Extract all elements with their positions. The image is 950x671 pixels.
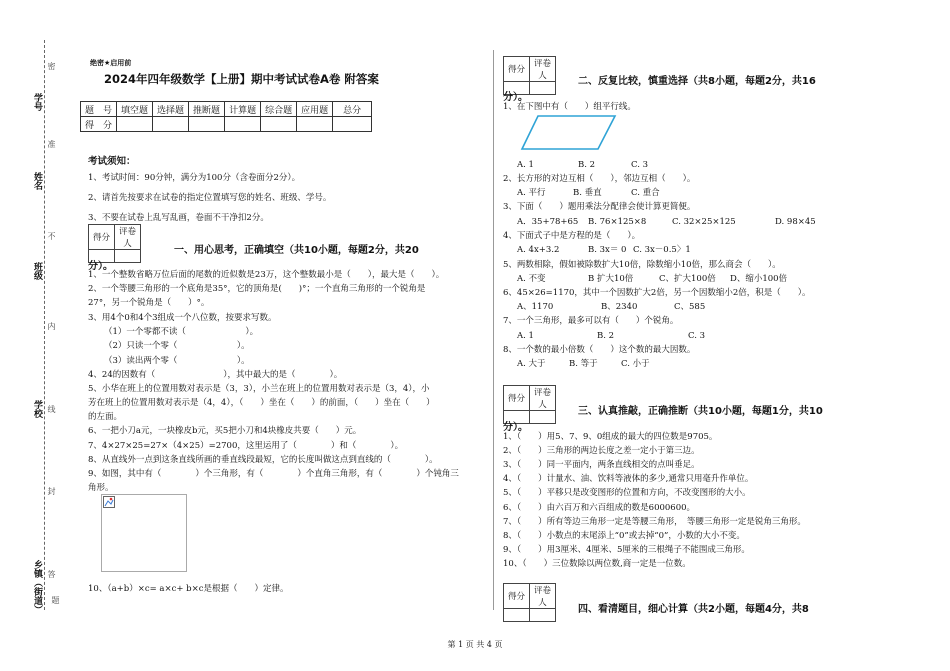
- grader-reviewer-cell[interactable]: [115, 250, 141, 263]
- s2-option: C. 小于: [621, 359, 650, 369]
- gutter-mark: 内: [47, 322, 56, 330]
- s1-line: 角形。: [88, 483, 114, 493]
- s2-option: A．35+78+65: [517, 217, 579, 227]
- page-title: 2024年四年级数学【上册】期中考试试卷A卷 附答案: [104, 72, 379, 86]
- s2-option: C、扩大100倍: [659, 274, 716, 284]
- s2-q8: 8、一个数的最小倍数（ ）这个数的最大因数。: [503, 345, 696, 355]
- s2-option: C、585: [674, 302, 706, 312]
- section1-title: 一、用心思考，正确填空（共10小题，每题2分，共20: [174, 245, 419, 256]
- s2-option: B. 等于: [569, 359, 598, 369]
- score-header: 选择题: [153, 102, 189, 117]
- page-footer: 第 1 页 共 4 页: [447, 640, 503, 649]
- score-cell[interactable]: [261, 117, 297, 132]
- s1-line: 2、一个等腰三角形的一个底角是35°，它的顶角是( )°；一个直角三角形的一个锐角是: [88, 284, 426, 294]
- s2-q1: 1、在下图中有（ ）组平行线。: [503, 102, 636, 112]
- grader-score-label: 得分: [504, 386, 530, 411]
- s2-option: A. 大于: [517, 359, 546, 369]
- score-header: 计算题: [225, 102, 261, 117]
- s1-line: 8、从直线外一点到这条直线所画的垂直线段最短，它的长度叫做这点到直线的（ ）。: [88, 455, 438, 465]
- s1-line: 5、小华在班上的位置用数对表示是（3，3），小兰在班上的位置用数对表示是（3，4），小: [88, 384, 430, 394]
- s2-q3: 3、下面（ ）题用乘法分配律会使计算更简便。: [503, 202, 696, 212]
- s2-q4: 4、下面式子中是方程的是（ ）。: [503, 231, 641, 241]
- s1-line: 9、如图，其中有（ ）个三角形，有（ ）个直角三角形，有（ ）个钝角三: [88, 469, 459, 479]
- s2-option: A、1170: [517, 302, 554, 312]
- s2-q2: 2、长方形的对边互相（ ），邻边互相（ ）。: [503, 174, 696, 184]
- grader-reviewer-label: 评卷人: [530, 386, 556, 411]
- parallelogram-figure: [520, 113, 620, 153]
- gutter-mark: 线: [47, 405, 56, 413]
- label-name: 姓名: [32, 172, 42, 190]
- score-header: 题 号: [81, 102, 117, 117]
- section2-title-cont: 分）。: [503, 92, 528, 103]
- binding-line: [44, 40, 45, 610]
- score-row-label: 得 分: [81, 117, 117, 132]
- label-student-id: 学号: [32, 93, 42, 111]
- section2-title: 二、反复比较，慎重选择（共8小题，每题2分，共16: [578, 76, 816, 87]
- image-placeholder-icon: [103, 496, 115, 508]
- s1-line: 7、4×27×25=27×（4×25）=2700，这里运用了（ ）和（ ）。: [88, 441, 404, 451]
- notice-item: 2、请首先按要求在试卷的指定位置填写您的姓名、班级、学号。: [88, 193, 332, 203]
- grader-reviewer-label: 评卷人: [530, 57, 556, 82]
- gutter-mark: 封: [47, 487, 56, 495]
- score-header: 推断题: [189, 102, 225, 117]
- s1-line: 的左面。: [88, 412, 123, 422]
- label-class: 班级: [32, 262, 42, 280]
- s3-item: 5、（ ）平移只是改变图形的位置和方向，不改变图形的大小。: [503, 488, 751, 498]
- grader-reviewer-label: 评卷人: [530, 584, 556, 609]
- gutter-mark: 不: [47, 232, 56, 240]
- s1-line: 芳在班上的位置用数对表示是（4，4），（ ）坐在（ ）的前面，（ ）坐在（ ）: [88, 398, 435, 408]
- s3-item: 2、（ ）三角形的两边长度之差一定小于第三边。: [503, 446, 700, 456]
- grader-reviewer-label: 评卷人: [115, 225, 141, 250]
- s2-option: B、2340: [601, 302, 638, 312]
- s2-option: A. 4x+3.2: [517, 245, 560, 255]
- s1-line: （2）只读一个零（ ）。: [104, 341, 250, 351]
- gutter-mark: 答: [47, 570, 56, 578]
- section3-title-cont: 分）。: [503, 422, 528, 433]
- section4-title: 四、看清题目，细心计算（共2小题，每题4分，共8: [578, 604, 809, 615]
- score-cell[interactable]: [189, 117, 225, 132]
- s3-item: 8、（ ）小数点的末尾添上“0”或去掉“0”，小数的大小不变。: [503, 531, 745, 541]
- s3-item: 6、（ ）由六百万和六百组成的数是6000600。: [503, 503, 696, 513]
- s1-line: 27°，另一个锐角是（ ）°。: [88, 298, 210, 308]
- s2-option: C. 32×25×125: [672, 217, 736, 227]
- s1-line: 3、用4个0和4个3组成一个八位数，按要求写数。: [88, 313, 277, 323]
- s2-option: A. 平行: [517, 188, 546, 198]
- grader-reviewer-cell[interactable]: [530, 411, 556, 424]
- s3-item: 1、（ ）用5、7、9、0组成的最大的四位数是9705。: [503, 432, 718, 442]
- notice-item: 3、不要在试卷上乱写乱画，卷面不干净扣2分。: [88, 213, 269, 223]
- s1-line: （3）读出两个零（ ）。: [104, 356, 250, 366]
- s2-option: C. 重合: [631, 188, 660, 198]
- s2-option: B. 2: [597, 331, 615, 341]
- notice-title: 考试须知：: [88, 156, 136, 167]
- grader-score-label: 得分: [89, 225, 115, 250]
- grader-score-label: 得分: [504, 584, 530, 609]
- section3-title: 三、认真推敲，正确推断（共10小题，每题1分，共10: [578, 406, 823, 417]
- triangle-figure: [101, 494, 187, 572]
- score-table: [80, 101, 372, 132]
- s1-line: 6、一把小刀a元，一块橡皮b元，买5把小刀和4块橡皮共要（ ）元。: [88, 426, 362, 436]
- s2-option: D、缩小100倍: [730, 274, 788, 284]
- s2-option: C. 3: [688, 331, 706, 341]
- column-divider: [493, 50, 494, 610]
- grader-reviewer-cell[interactable]: [530, 82, 556, 95]
- s2-option: B 扩大10倍: [588, 274, 634, 284]
- s3-item: 4、（ ）计量水、油、饮料等液体的多少,通常只用毫升作单位。: [503, 474, 754, 484]
- label-town: 乡镇（街道）: [32, 560, 42, 614]
- score-cell[interactable]: [153, 117, 189, 132]
- s2-q5: 5、两数相除，假如被除数扩大10倍，除数缩小10倍，那么商会（ ）。: [503, 260, 781, 270]
- gutter-mark: 准: [47, 140, 56, 148]
- s3-item: 3、（ ）同一平面内，两条直线相交的点叫垂足。: [503, 460, 700, 470]
- s2-option: D. 98×45: [775, 217, 816, 227]
- notice-item: 1、考试时间：90分钟，满分为100分（含卷面分2分）。: [88, 173, 301, 183]
- score-cell[interactable]: [225, 117, 261, 132]
- score-cell[interactable]: [117, 117, 153, 132]
- grader-score-label: 得分: [504, 57, 530, 82]
- s2-option: B. 垂直: [573, 188, 602, 198]
- score-header: 综合题: [261, 102, 297, 117]
- s3-item: 9、（ ）用3厘米、4厘米、5厘米的三根绳子不能围成三角形。: [503, 545, 750, 555]
- s2-option: A. 1: [517, 160, 534, 170]
- s2-option: C. 3: [631, 160, 649, 170]
- section1-title-cont: 分）。: [88, 261, 113, 272]
- score-header: 总分: [333, 102, 372, 117]
- secret-mark: 绝密★启用前: [90, 59, 132, 67]
- score-header: 应用题: [297, 102, 333, 117]
- gutter-mark: 题: [51, 596, 60, 604]
- s2-q7: 7、一个三角形，最多可以有（ ）个锐角。: [503, 316, 679, 326]
- s2-option: A. 不变: [517, 274, 546, 284]
- s2-option: B. 2: [578, 160, 596, 170]
- s2-option: C. 3x－0.5〉1: [633, 245, 691, 255]
- grader-box-4: [503, 583, 556, 622]
- s2-q6: 6、45×26=1170，其中一个因数扩大2倍，另一个因数缩小2倍，积是（ ）。: [503, 288, 811, 298]
- label-school: 学校: [32, 400, 42, 418]
- s2-option: B. 76×125×8: [588, 217, 647, 227]
- s2-option: A. 1: [517, 331, 534, 341]
- s2-option: B. 3x＝ 0: [588, 245, 627, 255]
- s1-line: 10、（a+b）×c= a×c+ b×c是根据（ ）定律。: [88, 584, 289, 594]
- gutter-mark: 密: [47, 62, 56, 70]
- s1-line: 4、24的因数有（ ），其中最大的是（ ）。: [88, 370, 343, 380]
- score-cell[interactable]: [297, 117, 333, 132]
- s1-line: 1、一个整数省略万位后面的尾数的近似数是23万，这个整数最小是（ ），最大是（ ）。: [88, 270, 445, 280]
- score-cell[interactable]: [333, 117, 372, 132]
- s3-item: 10、（ ）三位数除以两位数,商一定是一位数。: [503, 559, 691, 569]
- s1-line: （1）一个零都不读（ ）。: [104, 327, 259, 337]
- s3-item: 7、（ ）所有等边三角形一定是等腰三角形， 等腰三角形一定是锐角三角形。: [503, 517, 806, 527]
- grader-reviewer-cell[interactable]: [530, 609, 556, 622]
- grader-score-cell[interactable]: [504, 609, 530, 622]
- score-header: 填空题: [117, 102, 153, 117]
